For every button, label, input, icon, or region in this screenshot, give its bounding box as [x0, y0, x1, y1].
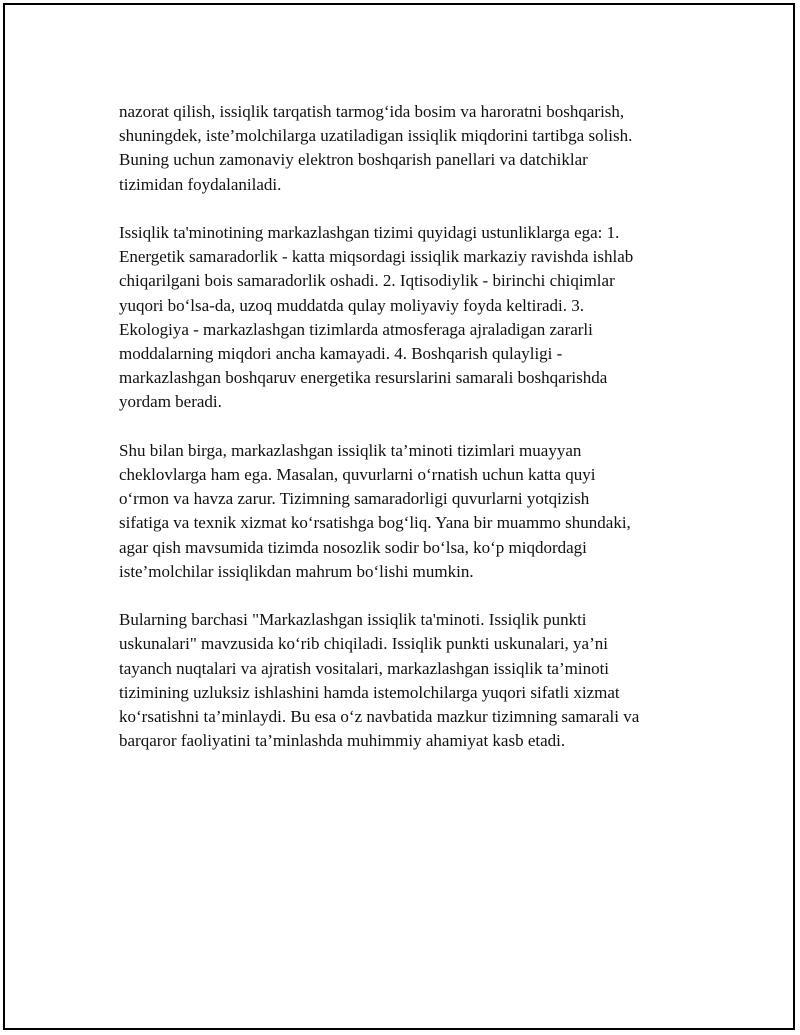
paragraph-3	[119, 439, 709, 584]
text-line: uskunalari" mavzusida ko‘rib chiqiladi. Issiqlik punkti uskunalari, ya’ni	[119, 634, 608, 654]
text-line: yuqori bo‘lsa-da, uzoq muddatda qulay moliyaviy foyda keltiradi. 3.	[119, 295, 585, 315]
text-line: chiqarilgani bois samaradorlik oshadi. 2. Iqtisodiylik - birinchi chiqimlar	[119, 271, 615, 291]
text-line: Issiqlik ta'minotining markazlashgan tizimi quyidagi ustunliklarga ega: 1.	[119, 223, 620, 242]
text-line: agar qish mavsumida tizimda nosozlik sodir bo‘lsa, ko‘p miqdordagi	[119, 537, 587, 557]
text-line: cheklovlarga ham ega. Masalan, quvurlarni o‘rnatish uchun katta quyi	[119, 465, 596, 485]
text-line: shuningdek, iste’molchilarga uzatiladigan issiqlik miqdorini tartibga solish.	[119, 126, 633, 146]
text-line: nazorat qilish, issiqlik tarqatish tarmog‘ida bosim va haroratni boshqarish,	[119, 102, 625, 121]
paragraph-2	[119, 221, 709, 415]
text-line: markazlashgan boshqaruv energetika resurslarini samarali boshqarishda	[119, 368, 608, 388]
text-line: iste’molchilar issiqlikdan mahrum bo‘lishi mumkin.	[119, 561, 474, 581]
paragraph-4	[119, 608, 709, 753]
text-line: Buning uchun zamonaviy elektron boshqarish panellari va datchiklar	[119, 150, 588, 170]
text-line: o‘rmon va havza zarur. Tizimning samaradorligi quvurlarni yotqizish	[119, 489, 590, 509]
text-line: ko‘rsatishni ta’minlaydi. Bu esa o‘z navbatida mazkur tizimning samarali va	[119, 707, 640, 727]
text-line: yordam beradi.	[119, 392, 222, 412]
text-line: tayanch nuqtalari va ajratish vositalari, markazlashgan issiqlik ta’minoti	[119, 658, 610, 678]
text-line: moddalarning miqdori ancha kamayadi. 4. Boshqarish qulayligi -	[119, 344, 563, 364]
text-line: sifatiga va texnik xizmat ko‘rsatishga bog‘liq. Yana bir muammo shundaki,	[119, 513, 631, 533]
text-line: Energetik samaradorlik - katta miqsordagi issiqlik markaziy ravishda ishlab	[119, 247, 634, 267]
text-line: tizimidan foydalaniladi.	[119, 174, 282, 194]
text-line: barqaror faoliyatini ta’minlashda muhimmiy ahamiyat kasb etadi.	[119, 731, 566, 751]
text-line: tizimining uzluksiz ishlashini hamda istemolchilarga yuqori sifatli xizmat	[119, 682, 620, 702]
document-page	[3, 3, 795, 1030]
document-body	[119, 100, 709, 778]
text-line: Ekologiya - markazlashgan tizimlarda atmosferaga ajraladigan zararli	[119, 319, 593, 339]
text-line: Shu bilan birga, markazlashgan issiqlik ta’minoti tizimlari muayyan	[119, 440, 582, 460]
paragraph-1	[119, 100, 709, 197]
text-line: Bularning barchasi "Markazlashgan issiqlik ta'minoti. Issiqlik punkti	[119, 610, 587, 630]
